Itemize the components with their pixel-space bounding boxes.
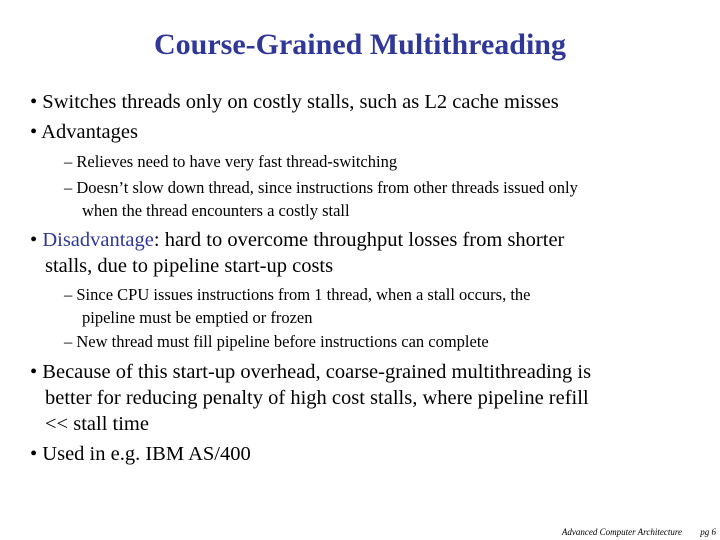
bullet-disadvantage-text: : hard to overcome throughput losses from shorter [153,229,565,251]
bullet-start-up-overhead-cont1-text: better for reducing penalty of high cost stalls, where pipeline refill [45,387,589,409]
sub-bullet-new-thread: – New thread must fill pipeline before instructions can complete [64,332,489,351]
sub-bullet-no-slowdown-cont [64,199,350,223]
slide-title: Course-Grained Multithreading [154,28,566,61]
bullet-start-up-overhead-cont1 [30,386,589,411]
disadvantage-keyword: Disadvantage [42,229,154,251]
bullet-advantages: • Advantages [30,121,138,143]
bullet-start-up-overhead-cont2 [30,412,149,437]
sub-bullet-fast-switching: – Relieves need to have very fast thread-switching [64,152,398,171]
bullet-disadvantage-cont [30,254,333,279]
bullet-disadvantage [30,228,564,253]
footer-course-title: Advanced Computer Architecture [561,527,682,537]
bullet-disadvantage-marker: • [30,229,43,251]
bullet-ibm-as400: • Used in e.g. IBM AS/400 [30,443,251,465]
sub-bullet-cpu-issues: – Since CPU issues instructions from 1 thread, when a stall occurs, the [64,285,531,304]
sub-bullet-no-slowdown-cont-text: when the thread encounters a costly stall [82,201,350,220]
bullet-switches-threads: • Switches threads only on costly stalls, such as L2 cache misses [30,91,559,113]
sub-bullet-cpu-issues-cont [64,306,312,330]
sub-bullet-cpu-issues-cont-text: pipeline must be emptied or frozen [82,308,313,327]
bullet-start-up-overhead-cont2-text: << stall time [45,413,149,435]
footer-page-number: pg 6 [700,527,716,537]
bullet-disadvantage-cont-text: stalls, due to pipeline start-up costs [45,255,334,277]
sub-bullet-no-slowdown: – Doesn’t slow down thread, since instructions from other threads issued only [64,178,578,197]
bullet-start-up-overhead: • Because of this start-up overhead, coarse-grained multithreading is [30,361,592,383]
